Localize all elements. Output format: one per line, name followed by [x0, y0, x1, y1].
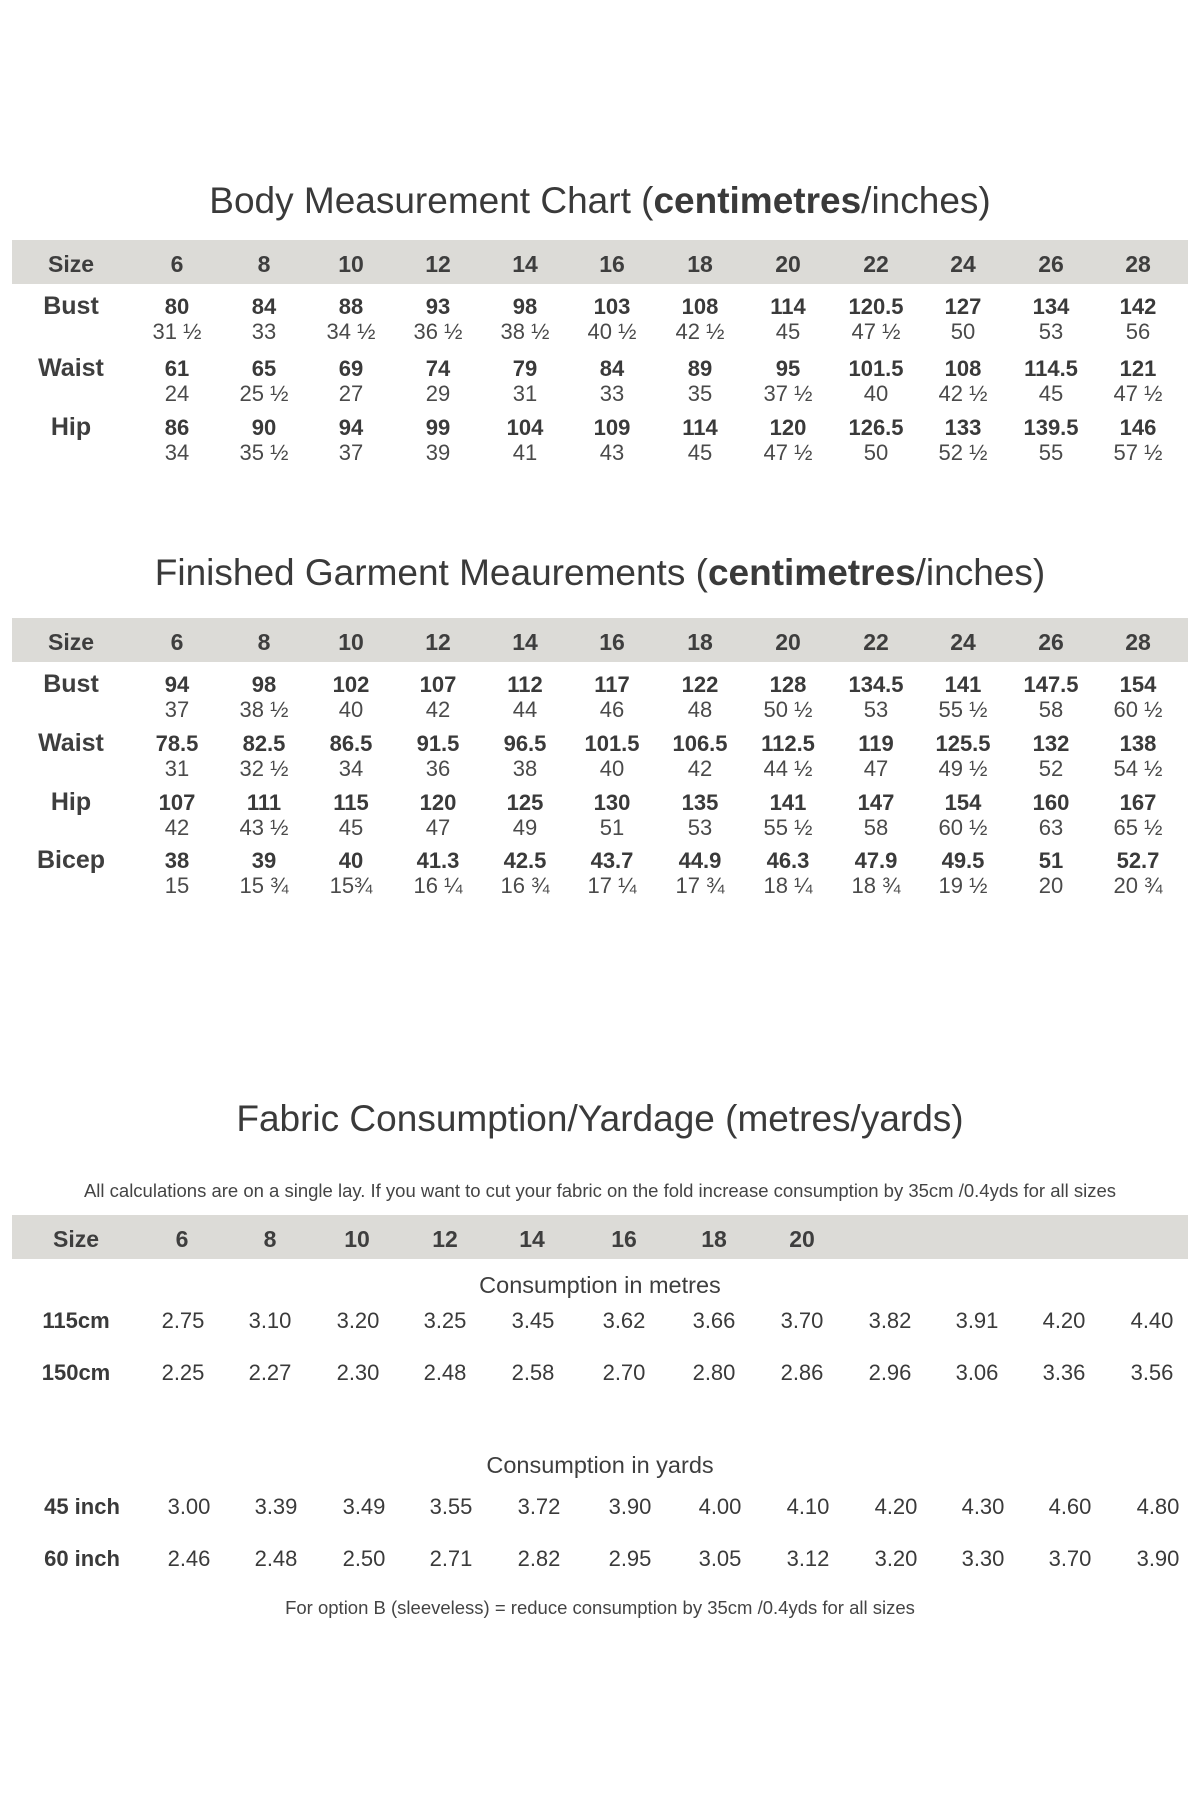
cm-value: 89	[687, 356, 713, 381]
cm-value: 94	[164, 672, 190, 697]
inch-value: 37	[338, 440, 364, 465]
inch-value: 33	[599, 381, 625, 406]
size-header-cell: 20	[775, 629, 801, 655]
inch-value: 40	[338, 697, 364, 722]
inch-value: 38 ½	[239, 697, 289, 722]
cm-value: 130	[593, 790, 631, 815]
garment-chart-title	[0, 552, 1200, 594]
inch-value: 40	[863, 381, 889, 406]
cm-value: 119	[858, 731, 894, 756]
size-header-cell: 8	[257, 251, 271, 277]
cm-value: 52.7	[1116, 848, 1160, 873]
inch-value: 55	[1038, 440, 1064, 465]
inch-value: 20	[1038, 873, 1064, 898]
cm-value: 86.5	[329, 731, 373, 756]
cm-value: 106.5	[672, 731, 728, 756]
cm-value: 80	[164, 294, 190, 319]
cm-value: 135	[681, 790, 719, 815]
fabric-width-label: 45 inch	[44, 1494, 120, 1519]
inch-value: 15¾	[329, 873, 373, 898]
inch-value: 47 ½	[763, 440, 813, 465]
inch-value: 43	[599, 440, 625, 465]
yards-value: 3.05	[698, 1546, 742, 1571]
title-bold: centimetres	[707, 552, 916, 593]
inch-value: 36 ½	[413, 319, 463, 344]
row-label-hip: Hip	[50, 413, 92, 441]
inch-value: 54 ½	[1113, 756, 1163, 781]
cm-value: 41.3	[416, 848, 460, 873]
metres-value: 3.20	[336, 1308, 380, 1333]
inch-value: 38	[512, 756, 538, 781]
fabric-title: Fabric Consumption/Yardage (metres/yards)	[236, 1098, 964, 1139]
title-suffix: /inches)	[915, 552, 1046, 593]
inch-value: 55 ½	[763, 815, 813, 840]
size-header-cell: 14	[512, 629, 538, 655]
inch-value: 46	[599, 697, 625, 722]
inch-value: 15	[164, 873, 190, 898]
cm-value: 134	[1032, 294, 1070, 319]
inch-value: 34	[164, 440, 190, 465]
inch-value: 40	[599, 756, 625, 781]
inch-value: 55 ½	[938, 697, 988, 722]
cm-value: 102	[332, 672, 370, 697]
row-label-hip: Hip	[50, 788, 92, 816]
inch-value: 60 ½	[938, 815, 988, 840]
metres-value: 3.62	[602, 1308, 646, 1333]
cm-value: 98	[512, 294, 538, 319]
yards-value: 3.20	[874, 1546, 918, 1571]
cm-value: 99	[425, 415, 451, 440]
inch-value: 40 ½	[587, 319, 637, 344]
cm-value: 47.9	[854, 848, 898, 873]
cm-value: 141	[944, 672, 982, 697]
size-header-cell: 12	[425, 251, 451, 277]
cm-value: 86	[164, 415, 190, 440]
fabric-width-label: 60 inch	[44, 1546, 120, 1571]
cm-value: 96.5	[503, 731, 547, 756]
cm-value: 114.5	[1024, 356, 1078, 381]
cm-value: 74	[425, 356, 451, 381]
size-header-cell: 6	[170, 629, 184, 655]
cm-value: 160	[1032, 790, 1070, 815]
cm-value: 93	[425, 294, 451, 319]
metres-value: 2.70	[602, 1360, 646, 1385]
yards-value: 2.71	[429, 1546, 473, 1571]
cm-value: 46.3	[766, 848, 810, 873]
inch-value: 38 ½	[500, 319, 550, 344]
cm-value: 42.5	[503, 848, 547, 873]
inch-value: 58	[863, 815, 889, 840]
cm-value: 132	[1032, 731, 1070, 756]
cm-value: 98	[251, 672, 277, 697]
yards-heading: Consumption in yards	[486, 1452, 714, 1478]
cm-value: 108	[944, 356, 982, 381]
cm-value: 90	[251, 415, 277, 440]
inch-value: 53	[1038, 319, 1064, 344]
inch-value: 56	[1125, 319, 1151, 344]
inch-value: 52 ½	[938, 440, 988, 465]
inch-value: 49 ½	[938, 756, 988, 781]
fabric-width-label: 150cm	[41, 1360, 111, 1385]
cm-value: 114	[682, 415, 718, 440]
fabric-note-bottom: For option B (sleeveless) = reduce consumption by 35cm /0.4yds for all sizes	[285, 1597, 915, 1618]
inch-value: 45	[775, 319, 801, 344]
inch-value: 27	[338, 381, 364, 406]
inch-value: 16 ¾	[500, 873, 550, 898]
inch-value: 18 ¼	[763, 873, 813, 898]
cm-value: 154	[1119, 672, 1157, 697]
cm-value: 101.5	[584, 731, 640, 756]
yards-value: 4.30	[961, 1494, 1005, 1519]
size-header-cell: 26	[1038, 629, 1064, 655]
cm-value: 127	[944, 294, 982, 319]
metres-value: 2.30	[336, 1360, 380, 1385]
cm-value: 141	[769, 790, 807, 815]
metres-value: 2.58	[511, 1360, 555, 1385]
cm-value: 79	[512, 356, 538, 381]
cm-value: 133	[944, 415, 982, 440]
row-label-bust: Bust	[43, 670, 99, 698]
cm-value: 91.5	[416, 731, 460, 756]
size-header-cell: 18	[687, 251, 713, 277]
inch-value: 58	[1038, 697, 1064, 722]
yards-value: 4.00	[698, 1494, 742, 1519]
inch-value: 16 ¼	[413, 873, 463, 898]
inch-value: 42 ½	[938, 381, 988, 406]
cm-value: 117	[594, 672, 630, 697]
cm-value: 114	[770, 294, 806, 319]
inch-value: 24	[164, 381, 190, 406]
yards-value: 3.55	[429, 1494, 473, 1519]
cm-value: 138	[1119, 731, 1157, 756]
cm-value: 134.5	[848, 672, 904, 697]
yards-value: 2.46	[167, 1546, 211, 1571]
title-suffix: /inches)	[861, 180, 991, 221]
yards-value: 3.90	[608, 1494, 652, 1519]
cm-value: 120	[769, 415, 807, 440]
row-label-waist: Waist	[38, 354, 104, 382]
inch-value: 65 ½	[1113, 815, 1163, 840]
metres-value: 3.70	[780, 1308, 824, 1333]
inch-value: 35	[687, 381, 713, 406]
size-header-label: Size	[47, 251, 95, 277]
size-header-cell: 8	[257, 629, 271, 655]
metres-value: 2.48	[423, 1360, 467, 1385]
cm-value: 101.5	[848, 356, 904, 381]
fabric-width-label: 115cm	[42, 1308, 110, 1333]
inch-value: 52	[1038, 756, 1064, 781]
yards-value: 2.50	[342, 1546, 386, 1571]
inch-value: 44	[512, 697, 538, 722]
size-header-cell: 12	[425, 629, 451, 655]
inch-value: 29	[425, 381, 451, 406]
cm-value: 43.7	[590, 848, 634, 873]
size-header-cell: 16	[599, 251, 625, 277]
size-header-cell: 26	[1038, 251, 1064, 277]
inch-value: 43 ½	[239, 815, 289, 840]
size-header-cell: 28	[1125, 251, 1151, 277]
cm-value: 49.5	[941, 848, 985, 873]
inch-value: 49	[512, 815, 538, 840]
metres-value: 3.66	[692, 1308, 736, 1333]
inch-value: 53	[863, 697, 889, 722]
yards-value: 4.20	[874, 1494, 918, 1519]
metres-value: 3.91	[955, 1308, 999, 1333]
inch-value: 50 ½	[763, 697, 813, 722]
cm-value: 120	[419, 790, 457, 815]
size-header-cell: 14	[519, 1226, 545, 1252]
inch-value: 42	[164, 815, 190, 840]
cm-value: 147.5	[1023, 672, 1079, 697]
yards-value: 4.10	[786, 1494, 830, 1519]
size-header-label: Size	[47, 629, 95, 655]
size-header-cell: 10	[338, 251, 364, 277]
inch-value: 51	[599, 815, 625, 840]
yards-value: 3.12	[786, 1546, 830, 1571]
cm-value: 154	[944, 790, 982, 815]
title-prefix: Finished Garment Meaurements (	[154, 552, 708, 593]
inch-value: 47 ½	[1113, 381, 1163, 406]
inch-value: 35 ½	[239, 440, 289, 465]
inch-value: 19 ½	[938, 873, 988, 898]
inch-value: 31 ½	[152, 319, 202, 344]
size-header-cell: 12	[432, 1226, 458, 1252]
inch-value: 18 ¾	[851, 873, 901, 898]
inch-value: 33	[251, 319, 277, 344]
inch-value: 42 ½	[675, 319, 725, 344]
cm-value: 82.5	[242, 731, 286, 756]
metres-value: 2.86	[780, 1360, 824, 1385]
metres-value: 3.06	[955, 1360, 999, 1385]
cm-value: 38	[164, 848, 190, 873]
size-header-cell: 22	[863, 629, 889, 655]
size-header-label: Size	[52, 1226, 100, 1252]
row-label-bust: Bust	[43, 292, 99, 320]
cm-value: 126.5	[848, 415, 904, 440]
cm-value: 147	[857, 790, 895, 815]
cm-value: 103	[593, 294, 631, 319]
inch-value: 37 ½	[763, 381, 813, 406]
yards-value: 2.95	[608, 1546, 652, 1571]
inch-value: 47 ½	[851, 319, 901, 344]
metres-value: 4.40	[1130, 1308, 1174, 1333]
inch-value: 44 ½	[763, 756, 813, 781]
yards-value: 3.30	[961, 1546, 1005, 1571]
size-header-cell: 10	[344, 1226, 370, 1252]
inch-value: 53	[687, 815, 713, 840]
size-header-cell: 24	[950, 629, 976, 655]
body-chart-title	[0, 180, 1200, 222]
cm-value: 112.5	[761, 731, 815, 756]
inch-value: 31	[512, 381, 538, 406]
inch-value: 42	[687, 756, 713, 781]
row-label-bicep: Bicep	[36, 846, 106, 874]
metres-value: 3.82	[868, 1308, 912, 1333]
cm-value: 120.5	[848, 294, 904, 319]
cm-value: 125.5	[935, 731, 991, 756]
title-bold: centimetres	[653, 180, 862, 221]
metres-value: 4.20	[1042, 1308, 1086, 1333]
cm-value: 44.9	[678, 848, 722, 873]
cm-value: 111	[246, 790, 282, 815]
cm-value: 40	[338, 848, 364, 873]
cm-value: 122	[681, 672, 719, 697]
metres-value: 3.25	[423, 1308, 467, 1333]
inch-value: 48	[687, 697, 713, 722]
inch-value: 41	[512, 440, 538, 465]
size-header-cell: 18	[687, 629, 713, 655]
cm-value: 139.5	[1023, 415, 1079, 440]
yards-value: 3.00	[167, 1494, 211, 1519]
cm-value: 78.5	[155, 731, 199, 756]
yards-value: 2.82	[517, 1546, 561, 1571]
metres-value: 3.10	[248, 1308, 292, 1333]
inch-value: 47	[863, 756, 889, 781]
metres-value: 2.25	[161, 1360, 205, 1385]
cm-value: 69	[338, 356, 364, 381]
inch-value: 50	[950, 319, 976, 344]
metres-value: 2.27	[248, 1360, 292, 1385]
cm-value: 128	[769, 672, 807, 697]
cm-value: 142	[1119, 294, 1157, 319]
cm-value: 167	[1119, 790, 1157, 815]
inch-value: 60 ½	[1113, 697, 1163, 722]
inch-value: 47	[425, 815, 451, 840]
cm-value: 88	[338, 294, 364, 319]
size-header-cell: 20	[775, 251, 801, 277]
fabric-note-top: All calculations are on a single lay. If you want to cut your fabric on the fold increase consumption by 35cm /0.4yds for all sizes	[83, 1180, 1117, 1201]
metres-value: 2.80	[692, 1360, 736, 1385]
cm-value: 61	[164, 356, 190, 381]
inch-value: 45	[338, 815, 364, 840]
title-prefix: Body Measurement Chart (	[209, 180, 654, 221]
cm-value: 112	[507, 672, 543, 697]
inch-value: 17 ¼	[587, 873, 637, 898]
cm-value: 65	[251, 356, 277, 381]
inch-value: 57 ½	[1113, 440, 1163, 465]
metres-value: 2.75	[161, 1308, 205, 1333]
inch-value: 45	[687, 440, 713, 465]
size-header-cell: 28	[1125, 629, 1151, 655]
yards-value: 3.70	[1048, 1546, 1092, 1571]
size-header-cell: 6	[175, 1226, 189, 1252]
size-header-cell: 10	[338, 629, 364, 655]
size-header-cell: 6	[170, 251, 184, 277]
inch-value: 34 ½	[326, 319, 376, 344]
cm-value: 107	[158, 790, 196, 815]
inch-value: 39	[425, 440, 451, 465]
yards-value: 4.80	[1136, 1494, 1180, 1519]
inch-value: 36	[425, 756, 451, 781]
size-header-cell: 16	[611, 1226, 637, 1252]
yards-value: 4.60	[1048, 1494, 1092, 1519]
cm-value: 84	[599, 356, 625, 381]
inch-value: 42	[425, 697, 451, 722]
cm-value: 115	[333, 790, 369, 815]
yards-value: 3.90	[1136, 1546, 1180, 1571]
size-header-cell: 14	[512, 251, 538, 277]
inch-value: 31	[164, 756, 190, 781]
cm-value: 109	[593, 415, 631, 440]
metres-value: 2.96	[868, 1360, 912, 1385]
inch-value: 25 ½	[239, 381, 289, 406]
metres-value: 3.45	[511, 1308, 555, 1333]
cm-value: 125	[506, 790, 544, 815]
cm-value: 108	[681, 294, 719, 319]
inch-value: 15 ¾	[239, 873, 289, 898]
cm-value: 95	[775, 356, 801, 381]
cm-value: 121	[1119, 356, 1157, 381]
size-header-cell: 18	[701, 1226, 727, 1252]
cm-value: 51	[1038, 848, 1064, 873]
inch-value: 17 ¾	[675, 873, 725, 898]
size-header-cell: 16	[599, 629, 625, 655]
yards-value: 3.39	[254, 1494, 298, 1519]
yards-value: 3.72	[517, 1494, 561, 1519]
cm-value: 39	[251, 848, 277, 873]
row-label-waist: Waist	[38, 729, 104, 757]
size-header-cell: 20	[789, 1226, 815, 1252]
inch-value: 37	[164, 697, 190, 722]
cm-value: 146	[1119, 415, 1157, 440]
cm-value: 84	[251, 294, 277, 319]
yards-value: 2.48	[254, 1546, 298, 1571]
cm-value: 94	[338, 415, 364, 440]
yards-value: 3.49	[342, 1494, 386, 1519]
metres-heading: Consumption in metres	[479, 1272, 721, 1298]
inch-value: 50	[863, 440, 889, 465]
size-header-cell: 24	[950, 251, 976, 277]
cm-value: 104	[506, 415, 544, 440]
metres-value: 3.56	[1130, 1360, 1174, 1385]
inch-value: 45	[1038, 381, 1064, 406]
inch-value: 34	[338, 756, 364, 781]
cm-value: 107	[419, 672, 457, 697]
inch-value: 32 ½	[239, 756, 289, 781]
metres-value: 3.36	[1042, 1360, 1086, 1385]
size-header-cell: 22	[863, 251, 889, 277]
inch-value: 20 ¾	[1113, 873, 1163, 898]
size-header-cell: 8	[263, 1226, 277, 1252]
inch-value: 63	[1038, 815, 1064, 840]
